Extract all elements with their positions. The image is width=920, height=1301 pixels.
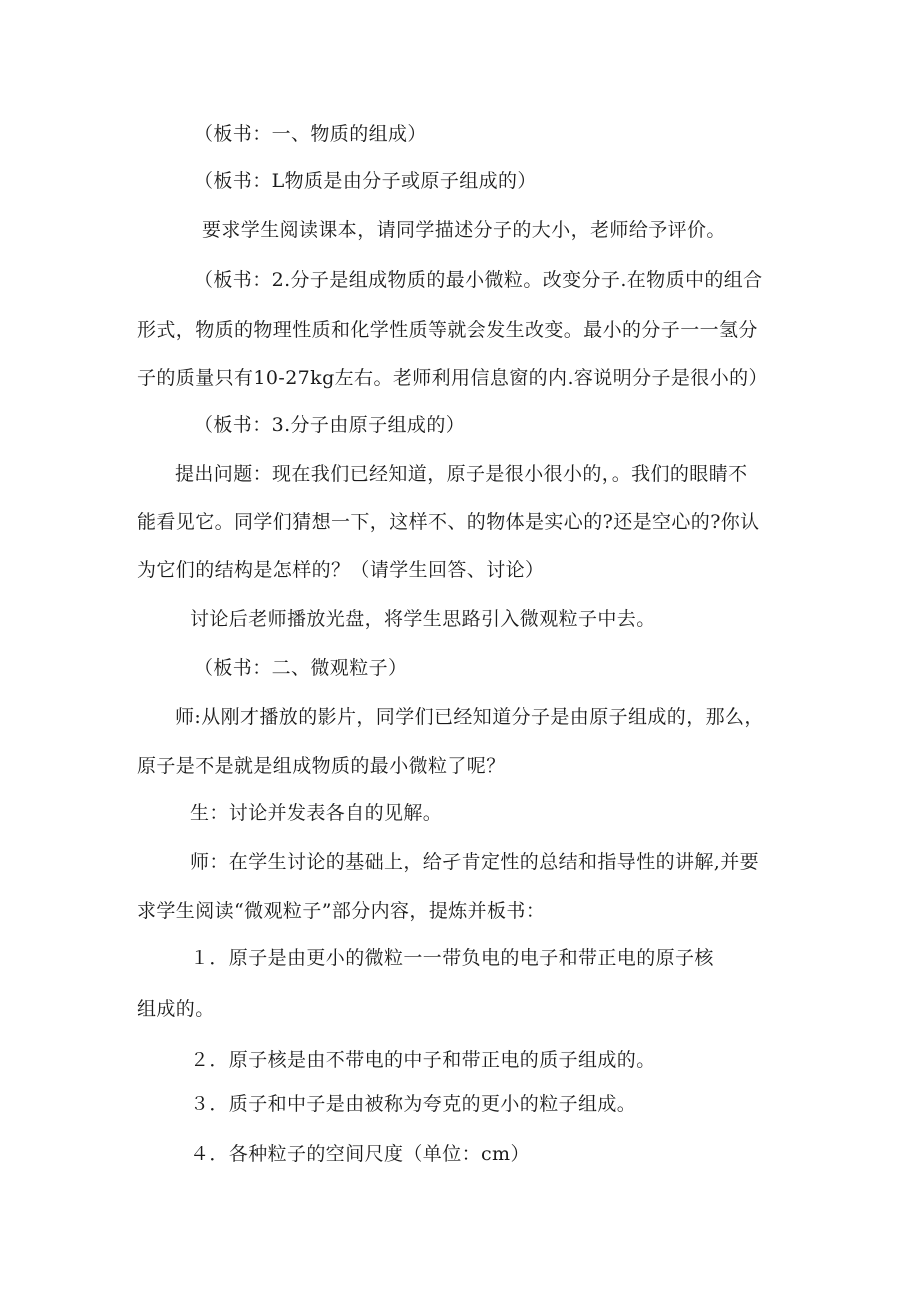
- text-line: 要求学生阅读课本，请同学描述分子的大小，老师给予评价。: [202, 219, 726, 241]
- text-line: 原子是不是就是组成物质的最小微粒了呢？: [137, 755, 506, 777]
- text-line: ２．原子核是由不带电的中子和带正电的质子组成的。: [190, 1049, 656, 1071]
- text-line: 师：在学生讨论的基础上，给孑肯定性的总结和指导性的讲解,并要: [190, 851, 760, 873]
- text-line: （板书：3.分子由原子组成的）: [194, 414, 466, 436]
- text-line: ４．各种粒子的空间尺度（单位：cm）: [190, 1143, 530, 1165]
- text-line: 形式，物质的物理性质和化学性质等就会发生改变。最小的分子一一氢分: [137, 319, 758, 341]
- text-line: （板书：L物质是由分子或原子组成的）: [194, 170, 537, 192]
- text-line: 组成的。: [137, 998, 215, 1020]
- text-line: 为它们的结构是怎样的？（请学生回答、讨论）: [137, 559, 545, 581]
- text-line: 讨论后老师播放光盘，将学生思路引入微观粒子中去。: [190, 608, 656, 630]
- text-line: 子的质量只有10-27kg左右。老师利用信息窗的内.容说明分子是很小的）: [137, 367, 768, 389]
- text-line: 生：讨论并发表各自的见解。: [190, 802, 443, 824]
- text-line: 求学生阅读“微观粒子”部分内容，提炼并板书：: [137, 900, 546, 922]
- text-line: （板书：2.分子是组成物质的最小微粒。改变分子.在物质中的组合: [194, 269, 763, 291]
- text-line: （板书：二、微观粒子）: [194, 657, 408, 679]
- text-line: ３．质子和中子是由被称为夸克的更小的粒子组成。: [190, 1093, 637, 1115]
- text-line: 能看见它。同学们猜想一下，这样不、的物体是实心的?还是空心的?你认: [137, 511, 760, 533]
- text-line: １．原子是由更小的微粒一一带负电的电子和带正电的原子核: [190, 947, 714, 969]
- text-line: 师:从刚才播放的影片，同学们已经知道分子是由原子组成的，那么，: [175, 706, 764, 728]
- text-line: 提出问题：现在我们已经知道，原子是很小很小的，。我们的眼睛不: [175, 463, 748, 485]
- text-line: （板书：一、物质的组成）: [194, 123, 427, 145]
